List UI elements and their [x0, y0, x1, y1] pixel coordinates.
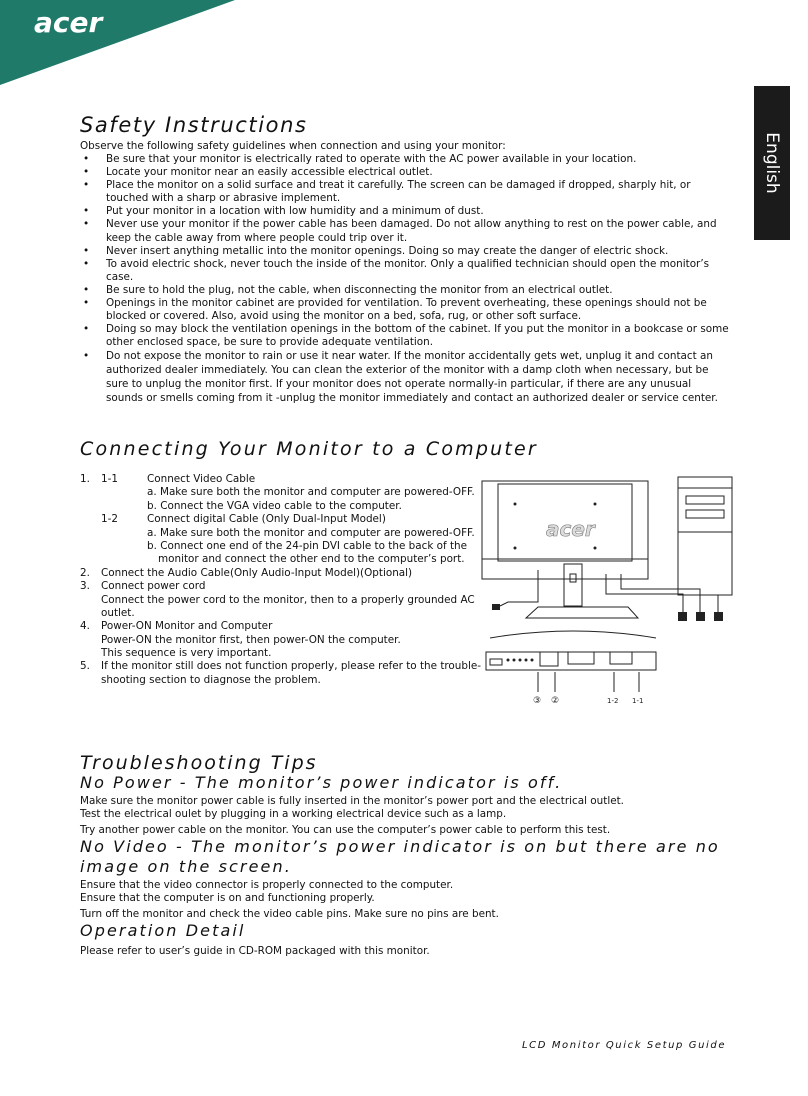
list-item: • To avoid electric shock, never touch the inside of the monitor. Only a qualified technician should open the monitor’s case. [80, 258, 730, 284]
step-line: a. Make sure both the monitor and computer are powered-OFF. [147, 486, 475, 499]
step-title: Power-ON Monitor and Computer [101, 620, 273, 633]
no-video-heading-cont: image on the screen. [80, 857, 292, 876]
step-line: a. Make sure both the monitor and computer are powered-OFF. [147, 526, 475, 539]
troubleshooting-title: Troubleshooting Tips [80, 752, 318, 774]
brand-header-band [0, 0, 235, 85]
connection-diagram [478, 474, 738, 709]
operation-heading: Operation Detail [80, 921, 246, 940]
list-item: • Be sure that your monitor is electrically rated to operate with the AC power available in your location. [80, 153, 730, 166]
monitor-stand [564, 564, 582, 606]
callout-label: 1-1 [632, 697, 644, 705]
step-number: 3. [80, 580, 90, 593]
list-item: • Be sure to hold the plug, not the cable, when disconnecting the monitor from an electrical outlet. [80, 284, 730, 297]
monitor-bottom-view [486, 652, 656, 670]
operation-line: Please refer to user’s guide in CD-ROM packaged with this monitor. [80, 945, 430, 957]
list-item: • Doing so may block the ventilation openings in the bottom of the cabinet. If you put the monitor in a bookcase or some other enclosed space, be sure to provide adequate ventilation. [80, 323, 730, 349]
language-tab [754, 86, 790, 240]
step-line: Power-ON the monitor first, then power-ON the computer. [101, 633, 401, 646]
safety-list [80, 153, 730, 405]
no-video-line: Turn off the monitor and check the video cable pins. Make sure no pins are bent. [80, 908, 499, 920]
step-number: 1. [80, 473, 90, 485]
list-item: • Locate your monitor near an easily accessible electrical outlet. [80, 166, 730, 179]
no-power-line: Test the electrical oulet by plugging in a working electrical device such as a lamp. [80, 808, 507, 820]
step-line: Connect the power cord to the monitor, then to a properly grounded AC [101, 593, 475, 606]
step-title: Connect the Audio Cable(Only Audio-Input Model)(Optional) [101, 566, 413, 579]
safety-title: Safety Instructions [80, 113, 308, 137]
callout-label: ② [551, 696, 560, 706]
substep-title: Connect digital Cable (Only Dual-Input Model) [147, 513, 386, 526]
callout-label: 1-2 [607, 697, 619, 705]
list-item: • Do not expose the monitor to rain or use it near water. If the monitor accidentally gets wet, unplug it and contact an authorized dealer immediately. You can clean the exterior of the monitor with a damp cloth when necessary, but be sure to unplug the monitor first. If your monitor does not operate normally-in particular, if there are any unusual sounds or smells coming from it -unplug the monitor immediately and contact an authorized dealer or service center. [80, 349, 730, 405]
step-line: shooting section to diagnose the problem. [101, 673, 321, 686]
list-item: • Place the monitor on a solid surface and treat it carefully. The screen can be damaged if dropped, sharply hit, or touched with a sharp or abrasive implement. [80, 179, 730, 205]
connecting-title: Connecting Your Monitor to a Computer [80, 438, 538, 460]
pc-tower [678, 477, 732, 595]
substep-number: 1-1 [101, 473, 118, 485]
step-line: This sequence is very important. [101, 647, 272, 660]
step-line: b. Connect one end of the 24-pin DVI cable to the back of the [147, 539, 468, 552]
no-video-line: Ensure that the video connector is properly connected to the computer. [80, 879, 454, 891]
no-video-line: Ensure that the computer is on and functioning properly. [80, 892, 375, 904]
no-power-line: Try another power cable on the monitor. You can use the computer’s power cable to perform this test. [80, 824, 611, 836]
acer-logo: acer [34, 6, 103, 39]
step-line: If the monitor still does not function properly, please refer to the trouble- [101, 660, 482, 673]
substep-number: 1-2 [101, 513, 118, 526]
safety-intro: Observe the following safety guidelines when connection and using your monitor: [80, 140, 506, 152]
substep-title: Connect Video Cable [147, 473, 256, 485]
step-number: 2. [80, 566, 90, 579]
no-video-heading: No Video - The monitor’s power indicator is on but there are no [80, 837, 720, 856]
step-line: outlet. [101, 606, 135, 619]
list-item: • Never insert anything metallic into the monitor openings. Doing so may create the danger of electric shock. [80, 245, 730, 258]
footer-title: LCD Monitor Quick Setup Guide [522, 1040, 727, 1051]
step-number: 4. [80, 620, 90, 633]
no-power-line: Make sure the monitor power cable is fully inserted in the monitor’s power port and the electrical outlet. [80, 795, 624, 807]
step-line: b. Connect the VGA video cable to the computer. [147, 499, 402, 512]
list-item: • Put your monitor in a location with low humidity and a minimum of dust. [80, 205, 730, 218]
step-line: monitor and connect the other end to the computer’s port. [158, 553, 465, 566]
step-number: 5. [80, 660, 90, 673]
callout-label: ③ [533, 696, 542, 706]
no-power-heading: No Power - The monitor’s power indicator is off. [80, 773, 563, 792]
step-title: Connect power cord [101, 580, 206, 593]
connecting-steps [80, 473, 482, 687]
list-item: • Never use your monitor if the power cable has been damaged. Do not allow anything to rest on the power cable, and keep the cable away from where people could trip over it. [80, 218, 730, 244]
list-item: • Openings in the monitor cabinet are provided for ventilation. To prevent overheating, these openings should not be blocked or covered. Also, avoid using the monitor on a bed, sofa, rug, or other soft surface. [80, 297, 730, 323]
language-tab-label: English [762, 132, 782, 194]
monitor-logo: acer [546, 517, 595, 541]
